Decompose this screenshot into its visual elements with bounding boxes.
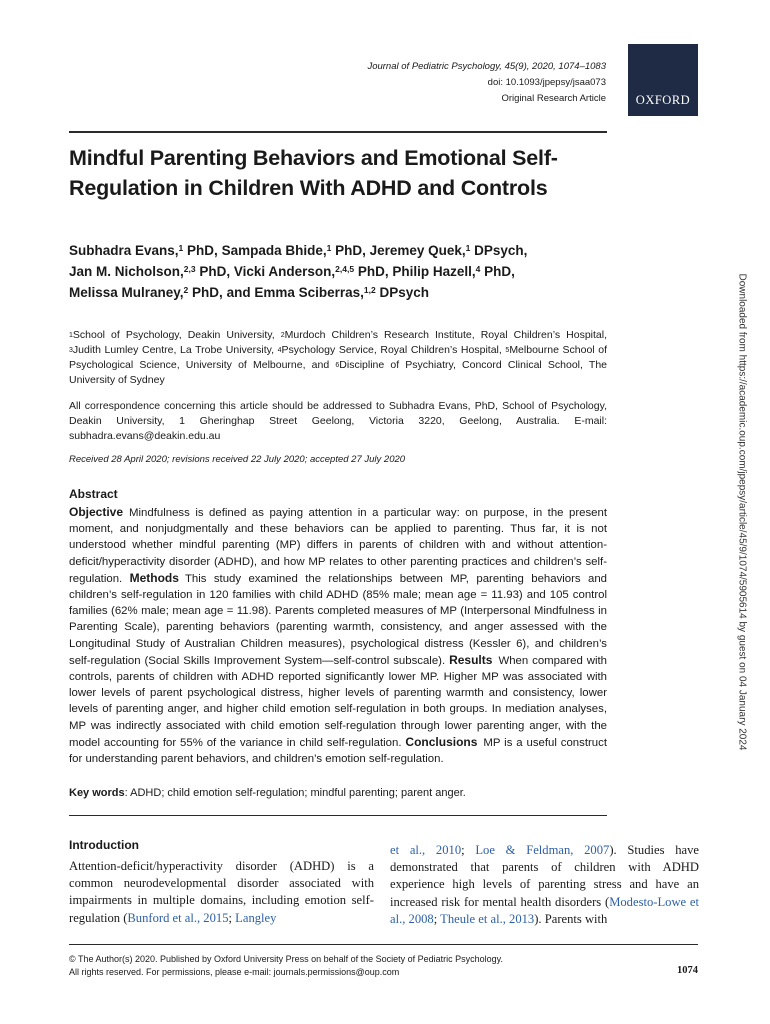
- author-degree: DPsych: [375, 285, 429, 300]
- correspondence-note: All correspondence concerning this article should be addressed to Subhadra Evans, PhD, School of Psychology, Deakin University, 1 Gheringhap Street Geelong, Victoria 3220, Geelong, Australia. E-mail: subhadra.evans@deakin.edu.au: [69, 400, 607, 442]
- author-name: Melissa Mulraney,: [69, 285, 184, 300]
- author-affiliation-ref: 1: [465, 243, 471, 253]
- citation-separator: ;: [433, 911, 441, 926]
- abstract-body: [69, 504, 607, 767]
- author-degree: DPsych,: [470, 243, 528, 258]
- author-affiliation-ref: 1: [326, 243, 332, 253]
- author-name: Jan M. Nicholson,: [69, 264, 184, 279]
- journal-header: [367, 59, 606, 107]
- intro-column-right: [390, 842, 699, 928]
- article-type: Original Research Article: [501, 93, 606, 104]
- copyright-line: © The Author(s) 2020. Published by Oxford University Press on behalf of the Society of Pediatric Psychology.: [69, 954, 504, 964]
- author-degree: PhD,: [354, 264, 389, 279]
- footer-copyright: [69, 953, 503, 979]
- author-name: Subhadra Evans,: [69, 243, 179, 258]
- abstract-methods-label: Methods: [129, 570, 179, 585]
- article-dates: Received 28 April 2020; revisions received 22 July 2020; accepted 27 July 2020: [69, 454, 406, 465]
- oxford-logo: [628, 44, 698, 116]
- author-degree: PhD,: [188, 285, 223, 300]
- author-name: Vicki Anderson,: [233, 264, 336, 279]
- citation-separator: ;: [461, 843, 476, 857]
- author-name: Sampada Bhide,: [221, 243, 327, 258]
- affiliations: [69, 328, 607, 388]
- author-affiliation-ref: 2,3: [183, 264, 196, 274]
- keywords: [69, 787, 607, 799]
- affiliation-number: 5: [505, 347, 510, 354]
- citation-separator: ;: [228, 910, 236, 925]
- affiliation-number: 2: [280, 332, 285, 339]
- oxford-logo-text: OXFORD: [635, 93, 691, 107]
- affiliation-number: 1: [69, 332, 73, 339]
- author-affiliation-ref: 2,4,5: [335, 264, 355, 274]
- page-number: 1074: [677, 965, 698, 976]
- affiliation-text: School of Psychology, Deakin University,: [72, 329, 281, 341]
- affiliation-text: Judith Lumley Centre, La Trobe University,: [72, 344, 278, 356]
- citation-link[interactable]: Langley: [235, 910, 277, 925]
- keywords-text: : ADHD; child emotion self-regulation; mindful parenting; parent anger.: [124, 787, 466, 799]
- author-degree: PhD,: [480, 264, 515, 279]
- intro-column-left: [69, 858, 374, 927]
- keywords-label: Key words: [69, 787, 125, 799]
- introduction-heading: Introduction: [69, 838, 139, 852]
- section-divider: [69, 815, 607, 816]
- citation-link[interactable]: Bunford et al., 2015: [127, 910, 229, 925]
- author-degree: PhD,: [195, 264, 231, 279]
- affiliation-number: 4: [277, 347, 282, 354]
- affiliation-number: 6: [335, 362, 340, 369]
- author-affiliation-ref: 1,2: [363, 285, 376, 295]
- citation-link[interactable]: Loe & Feldman, 2007: [475, 843, 610, 857]
- citation-link[interactable]: et al., 2010: [390, 843, 462, 857]
- author-degree: PhD,: [183, 243, 218, 258]
- abstract-conclusions: MP is a useful construct for understanding parent behaviors, and children’s emotion self-regulation.: [69, 736, 607, 766]
- author-affiliation-ref: 4: [475, 264, 481, 274]
- intro-text: ). Parents with: [534, 911, 608, 926]
- abstract-conclusions-label: Conclusions: [405, 734, 478, 749]
- author-affiliation-ref: 2: [183, 285, 189, 295]
- citation-link[interactable]: Modesto-Lowe et al., 2008: [390, 894, 699, 926]
- affiliation-text: Murdoch Children’s Research Institute, Royal Children’s Hospital,: [284, 329, 607, 341]
- affiliation-text: Melbourne School of Psychological Science, University of Melbourne, and: [69, 344, 608, 371]
- author-degree: PhD,: [331, 243, 366, 258]
- abstract-objective: Mindfulness is defined as paying attention in a particular way: on purpose, in the present moment, and nonjudgmentally and these behaviors can be applied to parenting. Thus far, it is not understood whether mindful parenting (MP) differs in parents of children with and without attention-deficit/hyperactivity disorder (ADHD), and how MP relates to other parenting practices and children’s self-regulation.: [69, 507, 607, 585]
- abstract-results: When compared with controls, parents of children with ADHD reported significantly lower MP. Higher MP was associated with lower levels of parent psychological distress, higher levels of parenting warmth and consistency, lower levels of parenting anger, and higher child emotion self-regulation in both groups. In mediation analyses, MP was indirectly associated with child emotion self-regulation through lower parenting anger, with the model accounting for 55% of the variance in child self-regulation.: [69, 654, 607, 749]
- download-watermark: Downloaded from https://academic.oup.com/jpepsy/article/45/9/1074/5905614 by guest on 04 January 2024: [736, 273, 748, 751]
- header-divider: [69, 131, 607, 133]
- citation-link[interactable]: Theule et al., 2013: [440, 911, 535, 926]
- abstract-methods: This study examined the relationships between MP, parenting behaviors and children’s self-regulation in 120 families with child ADHD (85% male; mean age = 11.93) and 105 control families (62% male; mean age = 11.98). Parents completed measures of MP (Interpersonal Mindfulness in Parenting Scale), parenting behaviors (parenting warmth, consistency, and anger assessed with the Longitudinal Study of Australian Children measures), psychological distress (Kessler 6), and children’s self-regulation (Social Skills Improvement System—self-control subscale).: [69, 572, 608, 667]
- abstract-objective-label: Objective: [69, 505, 124, 519]
- doi-link[interactable]: doi: 10.1093/jpepsy/jsaa073: [487, 77, 606, 88]
- article-title: Mindful Parenting Behaviors and Emotional Self-Regulation in Children With ADHD and Controls: [69, 146, 558, 200]
- author-affiliation-ref: 1: [178, 243, 184, 253]
- intro-text: Attention-deficit/hyperactivity disorder (ADHD) is a common neurodevelopmental disorder associated with impairments in multiple domains, including emotion self-regulation (: [69, 859, 374, 925]
- intro-text: ). Studies have demonstrated that parents of children with ADHD experience high levels of parenting stress and have an increased risk for mental health disorders (: [390, 843, 699, 909]
- author-name: Philip Hazell,: [392, 264, 476, 279]
- author-name: and Emma Sciberras,: [226, 285, 364, 300]
- permissions-line: All rights reserved. For permissions, please e-mail: journals.permissions@oup.com: [69, 967, 400, 977]
- abstract-results-label: Results: [449, 652, 493, 667]
- abstract-heading: Abstract: [69, 487, 118, 501]
- author-name: Jeremey Quek,: [369, 243, 466, 258]
- author-list: [69, 240, 609, 303]
- affiliation-text: Psychology Service, Royal Children’s Hospital,: [281, 344, 506, 356]
- affiliation-text: Discipline of Psychiatry, Concord Clinical School, The University of Sydney: [69, 359, 607, 386]
- journal-citation: Journal of Pediatric Psychology, 45(9), 2020, 1074–1083: [367, 61, 606, 72]
- affiliation-number: 3: [69, 347, 73, 354]
- footer-divider: [69, 944, 698, 945]
